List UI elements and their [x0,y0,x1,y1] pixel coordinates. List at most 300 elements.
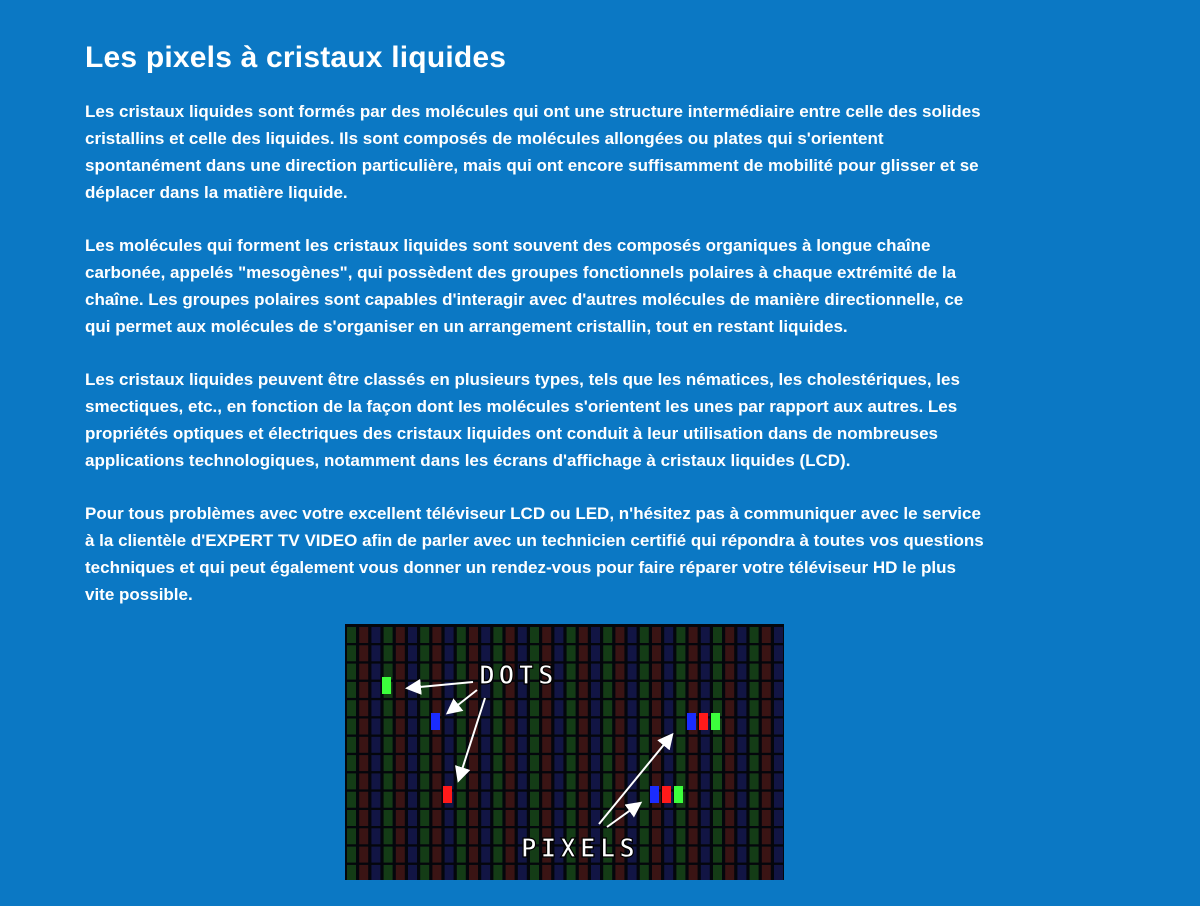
subpixel-cell [384,773,393,789]
subpixel-cell [567,719,576,735]
subpixel-cell [554,773,563,789]
subpixel-cell [591,682,600,698]
subpixel-cell [603,773,612,789]
subpixel-cell [762,645,771,661]
subpixel-cell [664,719,673,735]
subpixel-cell [371,627,380,643]
subpixel-cell [737,792,746,808]
subpixel-cell [384,645,393,661]
subpixel-cell [567,773,576,789]
subpixel-cell [481,773,490,789]
subpixel-cell [384,719,393,735]
subpixel-cell [676,828,685,844]
subpixel-cell [542,792,551,808]
subpixel-cell [493,700,502,716]
subpixel-cell [506,700,515,716]
subpixel-cell [762,773,771,789]
subpixel-cell [347,664,356,680]
lit-pixel-bottom-green [674,786,683,803]
subpixel-cell [384,700,393,716]
subpixel-cell [506,865,515,880]
subpixel-cell [774,627,783,643]
subpixel-cell [713,828,722,844]
subpixel-cell [408,865,417,880]
subpixel-cell [506,737,515,753]
subpixel-cell [457,627,466,643]
subpixel-cell [567,755,576,771]
subpixel-cell [774,719,783,735]
subpixel-cell [432,828,441,844]
subpixel-cell [359,810,368,826]
subpixel-cell [652,810,661,826]
subpixel-cell [530,737,539,753]
subpixel-cell [615,773,624,789]
subpixel-cell [664,810,673,826]
article [85,38,985,634]
subpixel-cell [579,773,588,789]
subpixel-cell [530,700,539,716]
subpixel-cell [774,810,783,826]
subpixel-cell [396,627,405,643]
subpixel-cell [603,865,612,880]
subpixel-cell [615,664,624,680]
subpixel-cell [396,865,405,880]
subpixel-cell [701,865,710,880]
subpixel-cell [689,645,698,661]
subpixel-cell [432,865,441,880]
subpixel-cell [750,755,759,771]
subpixel-cell [518,627,527,643]
subpixel-cell [664,847,673,863]
subpixel-cell [640,773,649,789]
subpixel-cell [603,664,612,680]
subpixel-cell [762,700,771,716]
subpixel-cell [737,773,746,789]
subpixel-cell [750,865,759,880]
subpixel-cell [371,773,380,789]
subpixel-cell [615,682,624,698]
subpixel-cell [689,682,698,698]
subpixel-cell [347,737,356,753]
subpixel-cell [371,645,380,661]
subpixel-cell [664,700,673,716]
subpixel-cell [432,847,441,863]
subpixel-cell [493,645,502,661]
subpixel-cell [725,847,734,863]
subpixel-cell [518,755,527,771]
subpixel-cell [445,755,454,771]
subpixel-cell [518,773,527,789]
subpixel-cell [762,627,771,643]
subpixel-cell [493,773,502,789]
subpixel-cell [737,755,746,771]
subpixel-cell [725,773,734,789]
subpixel-cell [640,627,649,643]
subpixel-cell [530,865,539,880]
subpixel-cell [713,645,722,661]
subpixel-cell [506,627,515,643]
subpixel-cell [628,792,637,808]
subpixel-cell [554,700,563,716]
paragraph-1: Les cristaux liquides sont formés par des molécules qui ont une structure intermédiaire entre celle des solides cristallins et celle des liquides. Ils sont composés de molécules allongées ou plates qui s'orientent spontanément dans une direction particulière, mais qui ont encore suffisamment de mobilité pour glisser et se déplacer dans la matière liquide. [85,102,981,202]
subpixel-cell [725,865,734,880]
subpixel-cell [701,645,710,661]
subpixel-cell [408,682,417,698]
subpixel-cell [615,700,624,716]
subpixel-cell [628,700,637,716]
subpixel-cell [725,682,734,698]
subpixel-cell [725,627,734,643]
subpixel-cell [676,865,685,880]
subpixel-cell [664,755,673,771]
subpixel-cell [713,755,722,771]
subpixel-cell [384,627,393,643]
subpixel-cell [530,719,539,735]
subpixel-cell [420,664,429,680]
subpixel-cell [725,645,734,661]
subpixel-cell [347,682,356,698]
subpixel-cell [518,645,527,661]
subpixel-cell [371,719,380,735]
subpixel-cell [652,719,661,735]
subpixel-cell [774,700,783,716]
subpixel-cell [469,755,478,771]
subpixel-cell [689,865,698,880]
subpixel-cell [469,828,478,844]
subpixel-cell [664,664,673,680]
subpixel-cell [457,719,466,735]
subpixel-cell [640,700,649,716]
lcd-subpixel-grid [345,624,784,880]
subpixel-cell [676,700,685,716]
subpixel-cell [774,792,783,808]
subpixel-cell [542,719,551,735]
subpixel-cell [554,627,563,643]
subpixel-cell [774,682,783,698]
subpixel-cell [701,810,710,826]
subpixel-cell [652,627,661,643]
subpixel-cell [676,755,685,771]
subpixel-cell [579,755,588,771]
subpixel-cell [481,792,490,808]
subpixel-cell [737,737,746,753]
subpixel-cell [396,847,405,863]
subpixel-cell [725,755,734,771]
subpixel-cell [603,682,612,698]
subpixel-cell [664,645,673,661]
subpixel-cell [445,627,454,643]
subpixel-cell [384,755,393,771]
subpixel-cell [457,792,466,808]
lit-pixel-bottom-red [662,786,671,803]
subpixel-cell [481,627,490,643]
subpixel-cell [579,865,588,880]
subpixel-cell [591,737,600,753]
subpixel-cell [445,664,454,680]
subpixel-cell [762,792,771,808]
subpixel-cell [762,828,771,844]
subpixel-cell [506,755,515,771]
subpixel-cell [725,737,734,753]
subpixel-cell [713,664,722,680]
subpixel-cell [347,700,356,716]
subpixel-cell [628,737,637,753]
subpixel-cell [713,865,722,880]
subpixel-cell [347,627,356,643]
subpixel-cell [359,664,368,680]
subpixel-cell [408,719,417,735]
subpixel-cell [579,627,588,643]
subpixel-cell [420,810,429,826]
subpixel-cell [359,792,368,808]
subpixel-cell [774,865,783,880]
subpixel-cell [432,792,441,808]
subpixel-cell [640,719,649,735]
subpixel-cell [640,682,649,698]
subpixel-cell [420,828,429,844]
subpixel-cell [359,719,368,735]
subpixel-cell [445,810,454,826]
subpixel-cell [432,737,441,753]
subpixel-cell [542,810,551,826]
subpixel-cell [408,792,417,808]
subpixel-cell [493,719,502,735]
subpixel-cell [384,810,393,826]
subpixel-cell [676,810,685,826]
subpixel-cell [396,682,405,698]
subpixel-cell [396,773,405,789]
subpixel-cell [420,645,429,661]
subpixel-cell [518,810,527,826]
subpixel-cell [652,828,661,844]
subpixel-cell [676,682,685,698]
subpixel-cell [762,865,771,880]
subpixel-cell [481,755,490,771]
subpixel-cell [384,865,393,880]
subpixel-cell [347,755,356,771]
subpixel-cell [701,773,710,789]
subpixel-cell [542,755,551,771]
subpixel-cell [628,719,637,735]
subpixel-cell [652,847,661,863]
subpixel-cell [347,773,356,789]
subpixel-cell [750,810,759,826]
subpixel-cell [750,773,759,789]
subpixel-cell [384,847,393,863]
subpixel-cell [762,810,771,826]
subpixel-cell [371,755,380,771]
subpixel-cell [481,828,490,844]
subpixel-cell [713,627,722,643]
subpixel-cell [689,755,698,771]
subpixel-cell [713,682,722,698]
subpixel-cell [542,773,551,789]
subpixel-cell [762,737,771,753]
subpixel-cell [652,682,661,698]
subpixel-cell [432,810,441,826]
subpixel-cell [481,847,490,863]
subpixel-cell [506,773,515,789]
subpixel-cell [628,645,637,661]
subpixel-cell [481,865,490,880]
subpixel-cell [725,664,734,680]
subpixel-cell [359,700,368,716]
subpixel-cell [432,645,441,661]
subpixel-cell [640,810,649,826]
subpixel-cell [713,737,722,753]
subpixel-cell [554,792,563,808]
subpixel-cell [457,645,466,661]
subpixel-cell [396,810,405,826]
subpixel-cell [493,627,502,643]
subpixel-cell [420,627,429,643]
subpixel-cell [701,737,710,753]
subpixel-cell [420,700,429,716]
subpixel-cell [347,645,356,661]
subpixel-cell [567,700,576,716]
subpixel-cell [445,847,454,863]
subpixel-cell [554,865,563,880]
subpixel-cell [359,847,368,863]
subpixel-cell [493,828,502,844]
subpixel-cell [774,773,783,789]
subpixel-cell [408,737,417,753]
subpixel-cell [567,792,576,808]
subpixel-cell [469,847,478,863]
subpixel-cell [408,664,417,680]
subpixel-cell [725,792,734,808]
subpixel-cell [347,828,356,844]
subpixel-cell [457,664,466,680]
subpixel-cell [689,810,698,826]
subpixel-cell [591,719,600,735]
subpixel-cell [408,755,417,771]
subpixel-cell [628,755,637,771]
subpixel-cell [457,865,466,880]
subpixel-cell [762,664,771,680]
subpixel-cell [554,755,563,771]
subpixel-cell [579,645,588,661]
subpixel-cell [579,682,588,698]
subpixel-cell [591,700,600,716]
subpixel-cell [408,773,417,789]
subpixel-cell [713,792,722,808]
subpixel-cell [530,773,539,789]
subpixel-cell [432,664,441,680]
subpixel-cell [408,627,417,643]
subpixel-cell [615,737,624,753]
lit-dot-blue [431,713,440,730]
subpixel-cell [530,627,539,643]
subpixel-cell [603,627,612,643]
lit-pixel-top-red [699,713,708,730]
subpixel-cell [725,700,734,716]
lit-pixel-bottom-blue [650,786,659,803]
subpixel-cell [420,737,429,753]
subpixel-cell [371,810,380,826]
subpixel-cell [737,700,746,716]
subpixel-cell [591,627,600,643]
subpixel-cell [469,627,478,643]
subpixel-cell [652,645,661,661]
subpixel-cell [567,810,576,826]
subpixel-cell [591,773,600,789]
subpixel-cell [762,682,771,698]
subpixel-cell [493,810,502,826]
subpixel-cell [603,700,612,716]
subpixel-cell [737,682,746,698]
subpixel-cell [457,810,466,826]
subpixel-cell [701,682,710,698]
subpixel-cell [603,792,612,808]
subpixel-cell [591,645,600,661]
subpixel-cell [579,719,588,735]
subpixel-cell [579,700,588,716]
subpixel-cell [603,719,612,735]
subpixel-cell [750,627,759,643]
subpixel-cell [750,847,759,863]
subpixel-cell [774,645,783,661]
subpixel-cell [554,737,563,753]
subpixel-cell [396,792,405,808]
subpixel-cell [579,664,588,680]
subpixel-cell [371,737,380,753]
subpixel-cell [603,755,612,771]
subpixel-cell [737,664,746,680]
subpixel-cell [420,792,429,808]
subpixel-cell [408,810,417,826]
subpixel-cell [347,719,356,735]
subpixel-cell [359,773,368,789]
subpixel-cell [774,755,783,771]
subpixel-cell [554,810,563,826]
subpixel-cell [408,645,417,661]
subpixel-cell [579,792,588,808]
subpixel-cell [603,645,612,661]
subpixel-cell [384,828,393,844]
subpixel-cell [676,719,685,735]
subpixel-cell [628,627,637,643]
subpixel-cell [481,719,490,735]
paragraph-4: Pour tous problèmes avec votre excellent téléviseur LCD ou LED, n'hésitez pas à communiquer avec le service à la clientèle d'EXPERT TV VIDEO afin de parler avec un technicien certifié qui répondra à toutes vos questions techniques et qui peut également vous donner un rendez-vous pour faire réparer votre téléviseur HD le plus vite possible. [85,504,984,604]
subpixel-cell [689,627,698,643]
subpixel-cell [506,847,515,863]
subpixel-cell [615,627,624,643]
subpixel-cell [676,664,685,680]
subpixel-cell [689,792,698,808]
subpixel-cell [652,865,661,880]
subpixel-cell [554,719,563,735]
subpixel-cell [737,865,746,880]
subpixel-cell [762,755,771,771]
subpixel-cell [347,792,356,808]
subpixel-cell [579,810,588,826]
subpixel-cell [445,865,454,880]
subpixel-cell [701,828,710,844]
subpixel-cell [640,828,649,844]
subpixel-cell [689,737,698,753]
subpixel-cell [676,645,685,661]
subpixel-cell [750,645,759,661]
subpixel-cell [530,792,539,808]
subpixel-cell [506,828,515,844]
subpixel-cell [652,700,661,716]
subpixel-cell [371,828,380,844]
subpixel-cell [408,700,417,716]
subpixel-cell [750,719,759,735]
subpixel-cell [737,847,746,863]
subpixel-cell [567,682,576,698]
